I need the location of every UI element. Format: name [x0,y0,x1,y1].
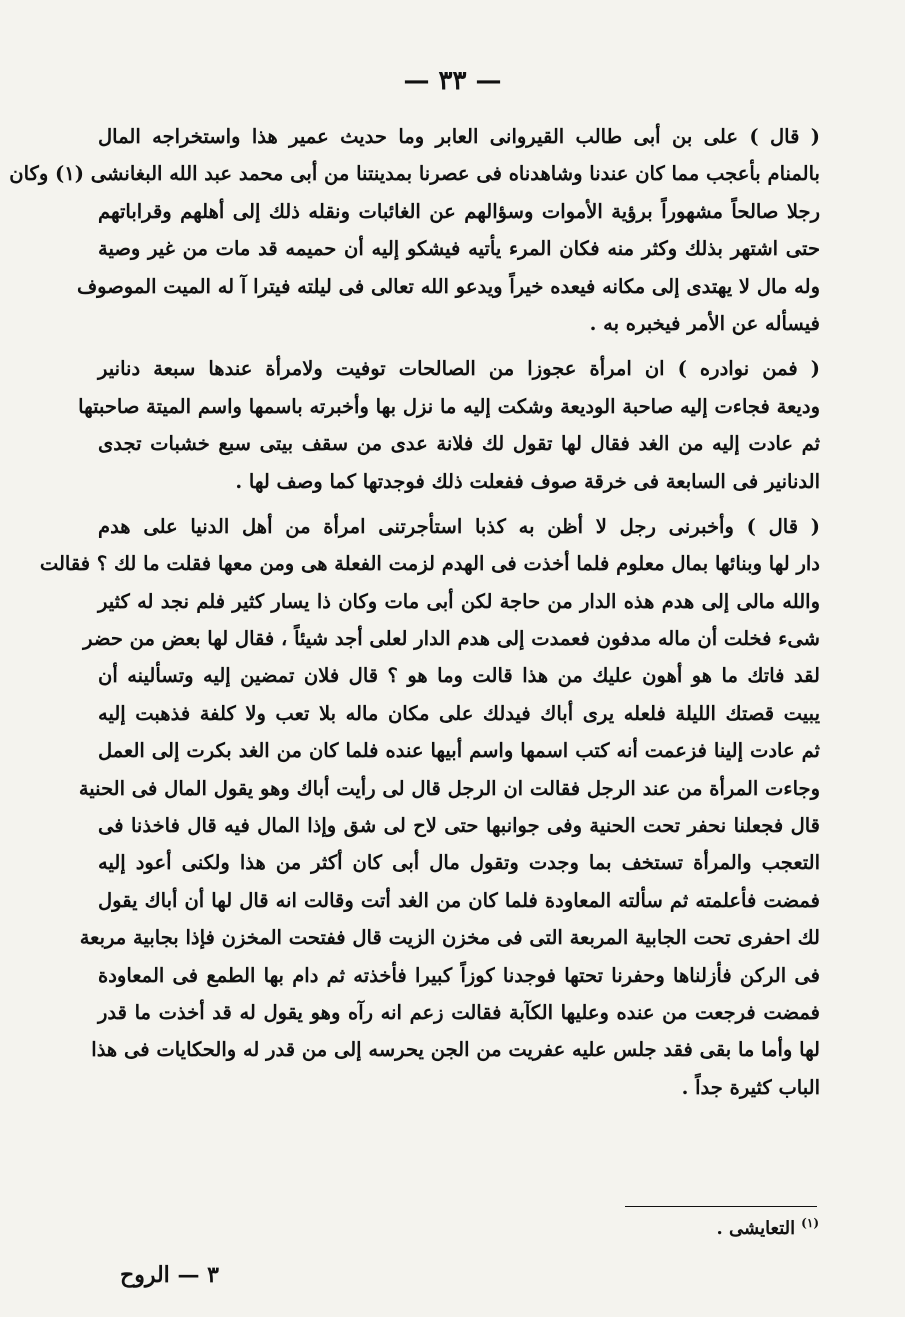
footnote-marker: (١) [801,1216,819,1230]
text-line: وله مال لا يهتدى إلى مكانه فيعده خيراً ويدعو الله تعالى فى ليلته فيترا آ له الميت الموصوف [76,274,820,298]
text-line: فيسأله عن الأمر فيخبره به . [589,311,820,335]
footnote [716,1216,819,1239]
text-line: ( قال ) وأخبرنى رجل لا أظن به كذبا استأجرتنى امرأة من أهل الدنيا على هدم [98,514,820,538]
text-line: الدنانير فى السابعة فى خرقة صوف ففعلت ذلك فوجدتها كما وصف لها . [235,469,820,493]
text-line: لك احفرى تحت الجابية المربعة التى فى مخزن الزيت قال ففتحت المخزن فإذا بجابية مربعة [79,926,820,950]
text-line: ثم عادت إليه من الغد فقال لها تقول لك فلانة عدى من سقف بيتى سبع خشبات تجدى [98,432,820,456]
page-number: — ٣٣ — [403,66,502,96]
text-line: ثم عادت إلينا فزعمت أنه كتب اسمها واسم أبيها عنده فلما كان من الغد بكرت إلى العمل [98,739,820,763]
text-line: حتى اشتهر بذلك وكثر منه فكان المرء يأتيه فيشكو إليه أن حميمه قد مات من غير وصية [98,237,820,261]
signature-mark: ٣ — الروح [120,1262,219,1288]
text-line: وديعة فجاءت إليه صاحبة الوديعة وشكت إليه ما نزل بها وأخبرته باسمها واسم الميتة صاحبتها [78,394,820,418]
text-line: الباب كثيرة جداً . [681,1075,820,1099]
text-line: شىء فخلت أن ماله مدفون فعمدت إلى هدم الدار لعلى أجد شيئاً ، فقال لها بعض من حضر [83,627,820,651]
text-line: بالمنام بأعجب مما كان عندنا وشاهدناه فى عصرنا بمدينتنا من أبى محمد عبد الله البغانشى (١) وكان [9,162,820,186]
text-line: فمضت فأعلمته ثم سألته المعاودة فلما كان من الغد أتت وقالت انه قال لها أن أباك يقول [98,888,820,912]
text-line: لها وأما ما بقى فقد جلس عليه عفريت من الجن يحرسه إلى من قدر له والحكايات فى هذا [91,1038,820,1062]
paragraph [39,508,820,1106]
text-line: التعجب والمرأة تستخف بما وجدت وتقول مال أبى كان أكثر من هذا ولكنى أعود إليه [98,851,820,875]
text-line: دار لها وبنائها بمال معلوم فلما أخذت فى الهدم لزمت الفعلة هى ومن معها فقلت ما لك ؟ فقالت [39,552,820,576]
text-line: فى الركن فأزلناها وحفرنا تحتها فوجدنا كوزاً كبيرا فأخذته ثم دام بها الطمع فى المعاودة [98,963,820,987]
text-line: ( قال ) على بن أبى طالب القيروانى العابر وما حديث عمير هذا واستخراجه المال [98,125,820,148]
main-text-block [9,118,820,1106]
text-line: والله مالى إلى هدم هذه الدار من حاجة لكن أبى مات وكان ذا يسار كثير فلم نجد له كثير [98,589,820,613]
footnote-divider [625,1206,817,1207]
text-line: ( فمن نوادره ) ان امرأة عجوزا من الصالحات توفيت ولامرأة عندها سبعة دنانير [98,357,820,381]
text-line: رجلا صالحاً مشهوراً برؤية الأموات وسؤالهم عن الغائبات ونقله ذلك إلى أهلهم وقراباتهم [98,199,820,223]
text-line: يبيت قصتك الليلة فلعله يرى أباك فيدلك على مكان ماله بلا تعب ولا كلفة فذهبت إليه [98,701,820,725]
paragraph [78,350,820,500]
paragraph [9,118,820,342]
footnote-text: التعايشى . [716,1218,796,1239]
text-line: وجاءت المرأة من عند الرجل فقالت ان الرجل قال لى رأيت أباك وهو يقول المال فى الحنية [78,776,820,800]
text-line: لقد فاتك ما هو أهون عليك من هذا قالت وما هو ؟ قال فلان تمضين إليه وتسألينه أن [98,664,820,688]
text-line: فمضت فرجعت من عنده وعليها الكآبة فقالت زعم انه رآه وهو يقول له قد أخذت ما قدر [98,1000,820,1024]
text-line: قال فجعلنا نحفر تحت الحنية وفى جوانبها حتى لاح لى شق وإذا المال فيه قال فاخذنا فى [98,814,820,838]
